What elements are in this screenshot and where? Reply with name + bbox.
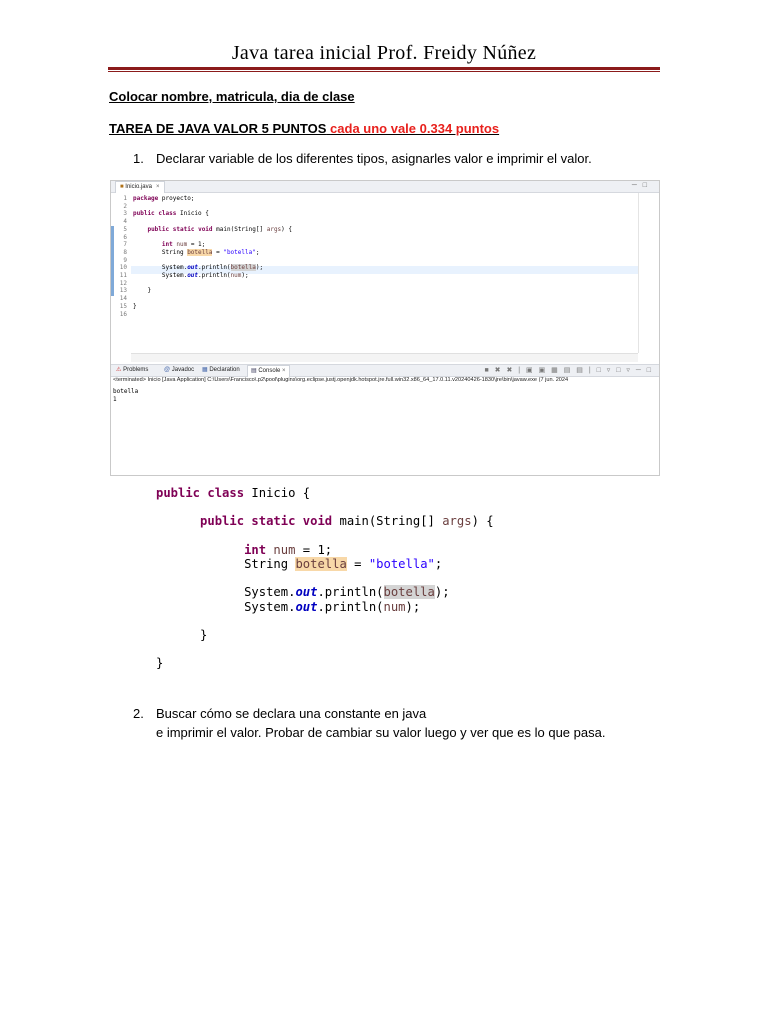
line-number: 4	[123, 218, 127, 226]
line-number: 1	[123, 195, 127, 202]
line-number: 16	[119, 310, 127, 318]
editor-tab[interactable]	[115, 181, 165, 193]
num-assign: = 1;	[295, 542, 333, 557]
console-status: <terminated> Inicio [Java Application] C:\Users\Francisco\.p2\pool\plugins\org.eclipse.justj.openjdk.hotspot.jre.full.win32.x86_64_17.0.11.v20240426-1830\jre\bin\javaw.exe (7 jun. 2024	[113, 377, 569, 383]
line-number: 11	[119, 272, 127, 280]
code-line	[156, 628, 207, 642]
item-2-text-line1: Buscar cómo se declara una constante en java	[156, 706, 427, 721]
field-out: out	[295, 585, 318, 600]
editor-tabbar	[111, 181, 659, 193]
line-number: 13	[119, 287, 127, 295]
code-line	[133, 203, 137, 210]
close-brace: }	[156, 656, 164, 671]
method-open: ) {	[471, 514, 494, 529]
line-numbers	[113, 195, 127, 318]
student-info-heading: Colocar nombre, matricula, dia de clase	[109, 89, 355, 104]
code-line	[133, 295, 137, 302]
editor-tab-label: Inicio.java	[125, 184, 152, 190]
line-number: 15	[119, 302, 127, 310]
java-file-icon: ■	[120, 184, 124, 190]
string-literal: "botella"	[368, 557, 435, 572]
line-number: 6	[123, 233, 127, 241]
title-rule-thin	[108, 71, 660, 72]
item-2-text-line2: e imprimir el valor. Probar de cambiar su valor luego y ver que es lo que pasa.	[156, 725, 606, 740]
tab-javadoc[interactable]	[161, 365, 197, 376]
param-args: args	[442, 514, 472, 529]
println-call: .println(	[317, 585, 384, 600]
ide-screenshot	[110, 180, 660, 476]
method-signature: main(String[]	[339, 514, 435, 529]
task-title: TAREA DE JAVA VALOR 5 PUNTOS	[109, 121, 327, 136]
kw-int: int	[244, 542, 267, 557]
line-number: 7	[123, 241, 127, 249]
code-line	[133, 280, 137, 287]
console-output[interactable]	[113, 388, 138, 403]
kw-public: public	[156, 486, 201, 500]
kw-void: void	[302, 514, 333, 529]
close-icon[interactable]: ×	[282, 368, 286, 374]
code-line	[156, 585, 450, 599]
code-line: }	[133, 302, 137, 310]
code-line: System.out.println(botella);	[133, 264, 264, 272]
code-line: System.out.println(num);	[133, 272, 249, 280]
task-points: cada uno vale 0.334 puntos	[330, 121, 500, 136]
code-line	[156, 486, 310, 500]
kw-public: public	[200, 514, 245, 529]
code-line: String botella = "botella";	[133, 248, 260, 256]
system-class: System.	[244, 599, 296, 614]
javadoc-icon: @	[164, 367, 171, 373]
editor-overview-ruler[interactable]	[638, 193, 659, 353]
close-paren: );	[434, 585, 450, 600]
declaration-icon: ▦	[202, 367, 208, 373]
document-title: Java tarea inicial Prof. Freidy Núñez	[231, 42, 537, 64]
line-number: 3	[123, 210, 127, 218]
editor-horizontal-scrollbar[interactable]	[131, 353, 638, 362]
output-line: botella	[113, 388, 139, 395]
field-out: out	[295, 599, 318, 614]
var-botella: botella	[295, 557, 347, 572]
tab-problems[interactable]	[113, 365, 151, 376]
code-line	[156, 656, 163, 670]
close-brace: }	[200, 628, 208, 643]
code-line	[133, 257, 137, 264]
line-number: 12	[119, 279, 127, 287]
code-snippet	[156, 486, 494, 671]
code-line: public class Inicio {	[133, 210, 209, 218]
var-botella-selected: botella	[383, 585, 435, 600]
kw-static: static	[251, 514, 296, 529]
console-tabbar	[111, 364, 659, 377]
item-1-text: Declarar variable de los diferentes tipos, asignarles valor e imprimir el valor.	[156, 151, 592, 166]
console-icon: ▤	[251, 368, 257, 374]
tab-javadoc-label: Javadoc	[171, 367, 195, 373]
line-number: 8	[123, 248, 127, 256]
task-heading	[109, 121, 499, 136]
tab-console-label: Console	[258, 368, 281, 374]
system-class: System.	[244, 585, 296, 600]
item-2-number: 2.	[133, 706, 144, 721]
code-line: package proyecto;	[133, 195, 195, 202]
tab-declaration[interactable]	[199, 365, 243, 376]
tab-declaration-label: Declaration	[209, 367, 240, 373]
line-number: 10	[119, 264, 127, 272]
line-number: 9	[123, 256, 127, 264]
type-string: String	[244, 557, 289, 572]
code-line	[156, 600, 420, 614]
close-icon[interactable]: ×	[155, 184, 160, 190]
code-line	[156, 543, 332, 557]
problems-icon: ⚠	[116, 367, 122, 373]
code-line: int num = 1;	[161, 241, 206, 249]
var-num: num	[383, 599, 406, 614]
code-line: public static void main(String[] args) {	[147, 225, 293, 233]
title-rule	[108, 67, 660, 70]
output-line: 1	[113, 395, 117, 403]
code-line	[133, 218, 137, 225]
code-line	[156, 557, 442, 571]
line-number: 5	[123, 225, 127, 233]
tab-console[interactable]	[247, 365, 290, 377]
var-num: num	[273, 542, 296, 557]
item-1-number: 1.	[133, 151, 144, 166]
tab-problems-label: Problems	[123, 367, 149, 373]
close-paren: );	[405, 599, 421, 614]
kw-class: class	[207, 486, 245, 500]
code-line: }	[133, 287, 152, 295]
code-line	[156, 514, 494, 528]
class-name: Inicio {	[251, 486, 311, 500]
assign-op: =	[346, 557, 369, 572]
println-call: .println(	[317, 599, 384, 614]
code-editor[interactable]	[133, 195, 292, 311]
line-number: 14	[119, 295, 127, 303]
code-line	[133, 234, 137, 241]
window-controls[interactable]: ─□	[631, 182, 653, 189]
semicolon: ;	[434, 557, 443, 572]
line-number: 2	[123, 202, 127, 210]
console-toolbar[interactable]: ■ ✖ ✖ | ▣ ▣ ▦ ▤ ▤ | □ ▿ □ ▿ ─ □	[484, 367, 653, 374]
